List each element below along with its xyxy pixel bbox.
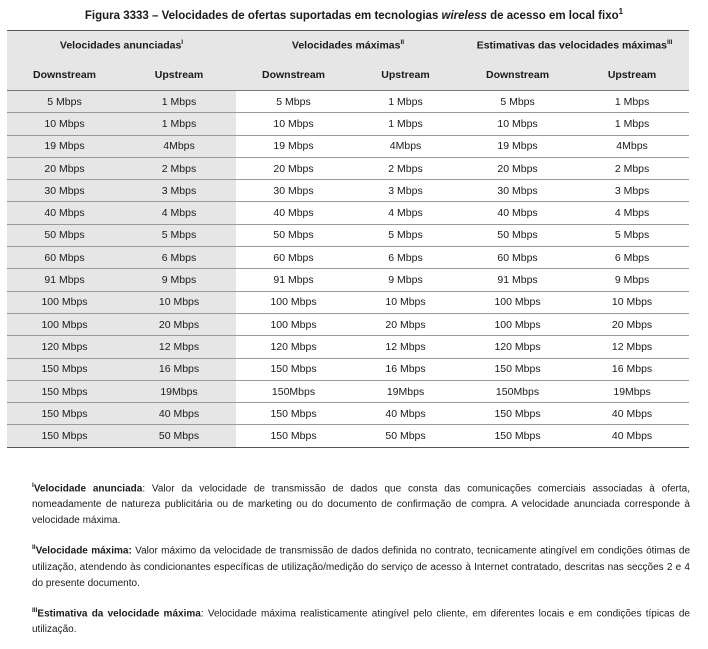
table-cell: 20 Mbps <box>236 157 351 179</box>
table-cell: 4 Mbps <box>122 202 236 224</box>
table-cell: 5 Mbps <box>7 91 122 113</box>
table-cell: 120 Mbps <box>7 336 122 358</box>
table-row <box>7 202 689 224</box>
table-cell: 4 Mbps <box>575 202 689 224</box>
table-cell: 40 Mbps <box>7 202 122 224</box>
table-cell: 30 Mbps <box>236 180 351 202</box>
table-cell: 120 Mbps <box>460 336 575 358</box>
table-cell: 40 Mbps <box>351 403 460 425</box>
table-cell: 150 Mbps <box>236 358 351 380</box>
table-cell: 40 Mbps <box>575 425 689 447</box>
table-cell: 150 Mbps <box>7 403 122 425</box>
table-cell: 3 Mbps <box>122 180 236 202</box>
table-cell: 10 Mbps <box>122 291 236 313</box>
table-cell: 20 Mbps <box>460 157 575 179</box>
table-cell: 150 Mbps <box>7 358 122 380</box>
table-cell: 150 Mbps <box>460 358 575 380</box>
table-row <box>7 403 689 425</box>
table-cell: 16 Mbps <box>122 358 236 380</box>
table-cell: 120 Mbps <box>236 336 351 358</box>
table-cell: 100 Mbps <box>7 291 122 313</box>
table-cell: 150 Mbps <box>236 403 351 425</box>
column-header: Upstream <box>575 60 689 91</box>
table-cell: 20 Mbps <box>351 313 460 335</box>
table-cell: 150 Mbps <box>460 403 575 425</box>
table-cell: 6 Mbps <box>575 247 689 269</box>
table-cell: 4Mbps <box>575 135 689 157</box>
table-cell: 100 Mbps <box>236 291 351 313</box>
column-header: Downstream <box>236 60 351 91</box>
table-row <box>7 135 689 157</box>
table-cell: 91 Mbps <box>236 269 351 291</box>
table-cell: 1 Mbps <box>351 91 460 113</box>
column-header: Upstream <box>122 60 236 91</box>
table-cell: 1 Mbps <box>575 113 689 135</box>
table-cell: 100 Mbps <box>460 313 575 335</box>
table-cell: 20 Mbps <box>575 313 689 335</box>
table-cell: 40 Mbps <box>236 202 351 224</box>
table-cell: 3 Mbps <box>351 180 460 202</box>
table-cell: 60 Mbps <box>460 247 575 269</box>
table-cell: 50 Mbps <box>236 224 351 246</box>
table-cell: 50 Mbps <box>122 425 236 447</box>
table-cell: 150Mbps <box>460 380 575 402</box>
table-cell: 50 Mbps <box>460 224 575 246</box>
table-cell: 19Mbps <box>122 380 236 402</box>
table-cell: 9 Mbps <box>575 269 689 291</box>
table-cell: 1 Mbps <box>122 91 236 113</box>
footnotes <box>32 478 690 649</box>
group-header-estimates <box>460 31 689 61</box>
table-cell: 10 Mbps <box>236 113 351 135</box>
figure-title-italic: wireless <box>441 9 487 22</box>
footnote-text: Valor máximo da velocidade de transmissão de dados definida no contrato, tecnicamente atingível em condições ótimas de utilização, atendendo às condicionantes específicas de utilização/medição do serviço de acesso à Internet contratado, descritas nas secções 2 e 4 do presente documento. <box>32 545 691 589</box>
table-cell: 5 Mbps <box>460 91 575 113</box>
table-cell: 10 Mbps <box>351 291 460 313</box>
table-cell: 20 Mbps <box>122 313 236 335</box>
group-header-label: Velocidades anunciadas <box>59 39 182 52</box>
table-cell: 19 Mbps <box>236 135 351 157</box>
table-cell: 30 Mbps <box>460 180 575 202</box>
footnote-marker: III <box>666 39 673 47</box>
table-row <box>7 113 689 135</box>
table-cell: 16 Mbps <box>575 358 689 380</box>
table-row <box>7 291 689 313</box>
footnote-marker: II <box>400 39 405 47</box>
figure-title <box>0 7 708 22</box>
table-row <box>7 247 689 269</box>
footnote-text: Valor da velocidade de transmissão de dados que consta das comunicações comerciais associadas à oferta, nomeadamente de natureza publicitária ou de marketing ou do documento de confirmação de compra. A velocidade anunciada corresponde à velocidade máxima. <box>32 483 691 527</box>
table-row <box>7 91 689 113</box>
table-cell: 19Mbps <box>351 380 460 402</box>
table-cell: 1 Mbps <box>351 113 460 135</box>
table-cell: 12 Mbps <box>351 336 460 358</box>
table-cell: 150 Mbps <box>460 425 575 447</box>
table-cell: 19Mbps <box>575 380 689 402</box>
table-cell: 30 Mbps <box>7 180 122 202</box>
table-cell: 20 Mbps <box>7 157 122 179</box>
table-cell: 16 Mbps <box>351 358 460 380</box>
table-cell: 5 Mbps <box>236 91 351 113</box>
table-cell: 50 Mbps <box>7 224 122 246</box>
table-cell: 10 Mbps <box>575 291 689 313</box>
table-cell: 2 Mbps <box>122 157 236 179</box>
table-cell: 4Mbps <box>122 135 236 157</box>
footnote-marker: I <box>32 482 34 489</box>
subheader-row <box>7 60 689 91</box>
footnote <box>32 540 690 591</box>
table-row <box>7 358 689 380</box>
figure-title-prefix: Figura 3333 – Velocidades de ofertas suportadas em tecnologias <box>84 9 442 22</box>
table-cell: 10 Mbps <box>7 113 122 135</box>
figure-title-footnote-marker: 1 <box>618 7 624 16</box>
table-row <box>7 157 689 179</box>
column-header: Upstream <box>351 60 460 91</box>
footnote-marker: III <box>32 606 38 614</box>
table-cell: 40 Mbps <box>122 403 236 425</box>
table-cell: 4 Mbps <box>351 202 460 224</box>
table-body <box>7 91 689 448</box>
column-header: Downstream <box>460 60 575 91</box>
group-header-maximum <box>236 31 460 61</box>
table-cell: 5 Mbps <box>575 224 689 246</box>
table-cell: 6 Mbps <box>122 247 236 269</box>
table-cell: 2 Mbps <box>351 157 460 179</box>
table-cell: 40 Mbps <box>460 202 575 224</box>
footnote-marker: II <box>32 544 36 552</box>
table-row <box>7 380 689 402</box>
table-cell: 10 Mbps <box>460 113 575 135</box>
table-cell: 100 Mbps <box>236 313 351 335</box>
table-cell: 4Mbps <box>351 135 460 157</box>
table-cell: 150 Mbps <box>7 425 122 447</box>
table-cell: 1 Mbps <box>575 91 689 113</box>
table-cell: 19 Mbps <box>7 135 122 157</box>
table-row <box>7 425 689 447</box>
footnote-text: Velocidade máxima realisticamente atingível pelo cliente, em diferentes locais e em condições típicas de utilização. <box>32 607 690 635</box>
table-cell: 60 Mbps <box>236 247 351 269</box>
table-cell: 9 Mbps <box>351 269 460 291</box>
table-cell: 91 Mbps <box>7 269 122 291</box>
footnote-term: Velocidade máxima: <box>35 545 132 557</box>
table-cell: 12 Mbps <box>122 336 236 358</box>
figure-title-suffix: de acesso em local fixo <box>486 9 619 22</box>
footnote <box>32 478 690 529</box>
table-cell: 150 Mbps <box>236 425 351 447</box>
table-cell: 150 Mbps <box>7 380 122 402</box>
group-header-label: Estimativas das velocidades máximas <box>476 39 667 52</box>
footnote-separator: : <box>142 483 152 495</box>
table-cell: 12 Mbps <box>575 336 689 358</box>
table-cell: 5 Mbps <box>122 224 236 246</box>
table-cell: 9 Mbps <box>122 269 236 291</box>
group-header-label: Velocidades máximas <box>291 39 401 52</box>
group-header-row <box>7 31 689 61</box>
table-row <box>7 269 689 291</box>
speeds-table <box>7 30 689 448</box>
table-cell: 2 Mbps <box>575 157 689 179</box>
table-cell: 60 Mbps <box>7 247 122 269</box>
table-cell: 40 Mbps <box>575 403 689 425</box>
table-cell: 100 Mbps <box>7 313 122 335</box>
table-cell: 5 Mbps <box>351 224 460 246</box>
footnote-term: Velocidade anunciada <box>33 483 143 495</box>
group-header-announced <box>7 31 236 61</box>
table-row <box>7 336 689 358</box>
footnote <box>32 603 690 638</box>
table-row <box>7 180 689 202</box>
table-cell: 150Mbps <box>236 380 351 402</box>
table-cell: 1 Mbps <box>122 113 236 135</box>
table-cell: 19 Mbps <box>460 135 575 157</box>
table-cell: 3 Mbps <box>575 180 689 202</box>
table-cell: 100 Mbps <box>460 291 575 313</box>
table-cell: 6 Mbps <box>351 247 460 269</box>
table-row <box>7 224 689 246</box>
column-header: Downstream <box>7 60 122 91</box>
footnote-term: Estimativa da velocidade máxima <box>37 607 201 619</box>
footnote-separator: : <box>200 607 208 619</box>
table-row <box>7 313 689 335</box>
table-cell: 91 Mbps <box>460 269 575 291</box>
footnote-marker: I <box>181 39 184 47</box>
table-cell: 50 Mbps <box>351 425 460 447</box>
